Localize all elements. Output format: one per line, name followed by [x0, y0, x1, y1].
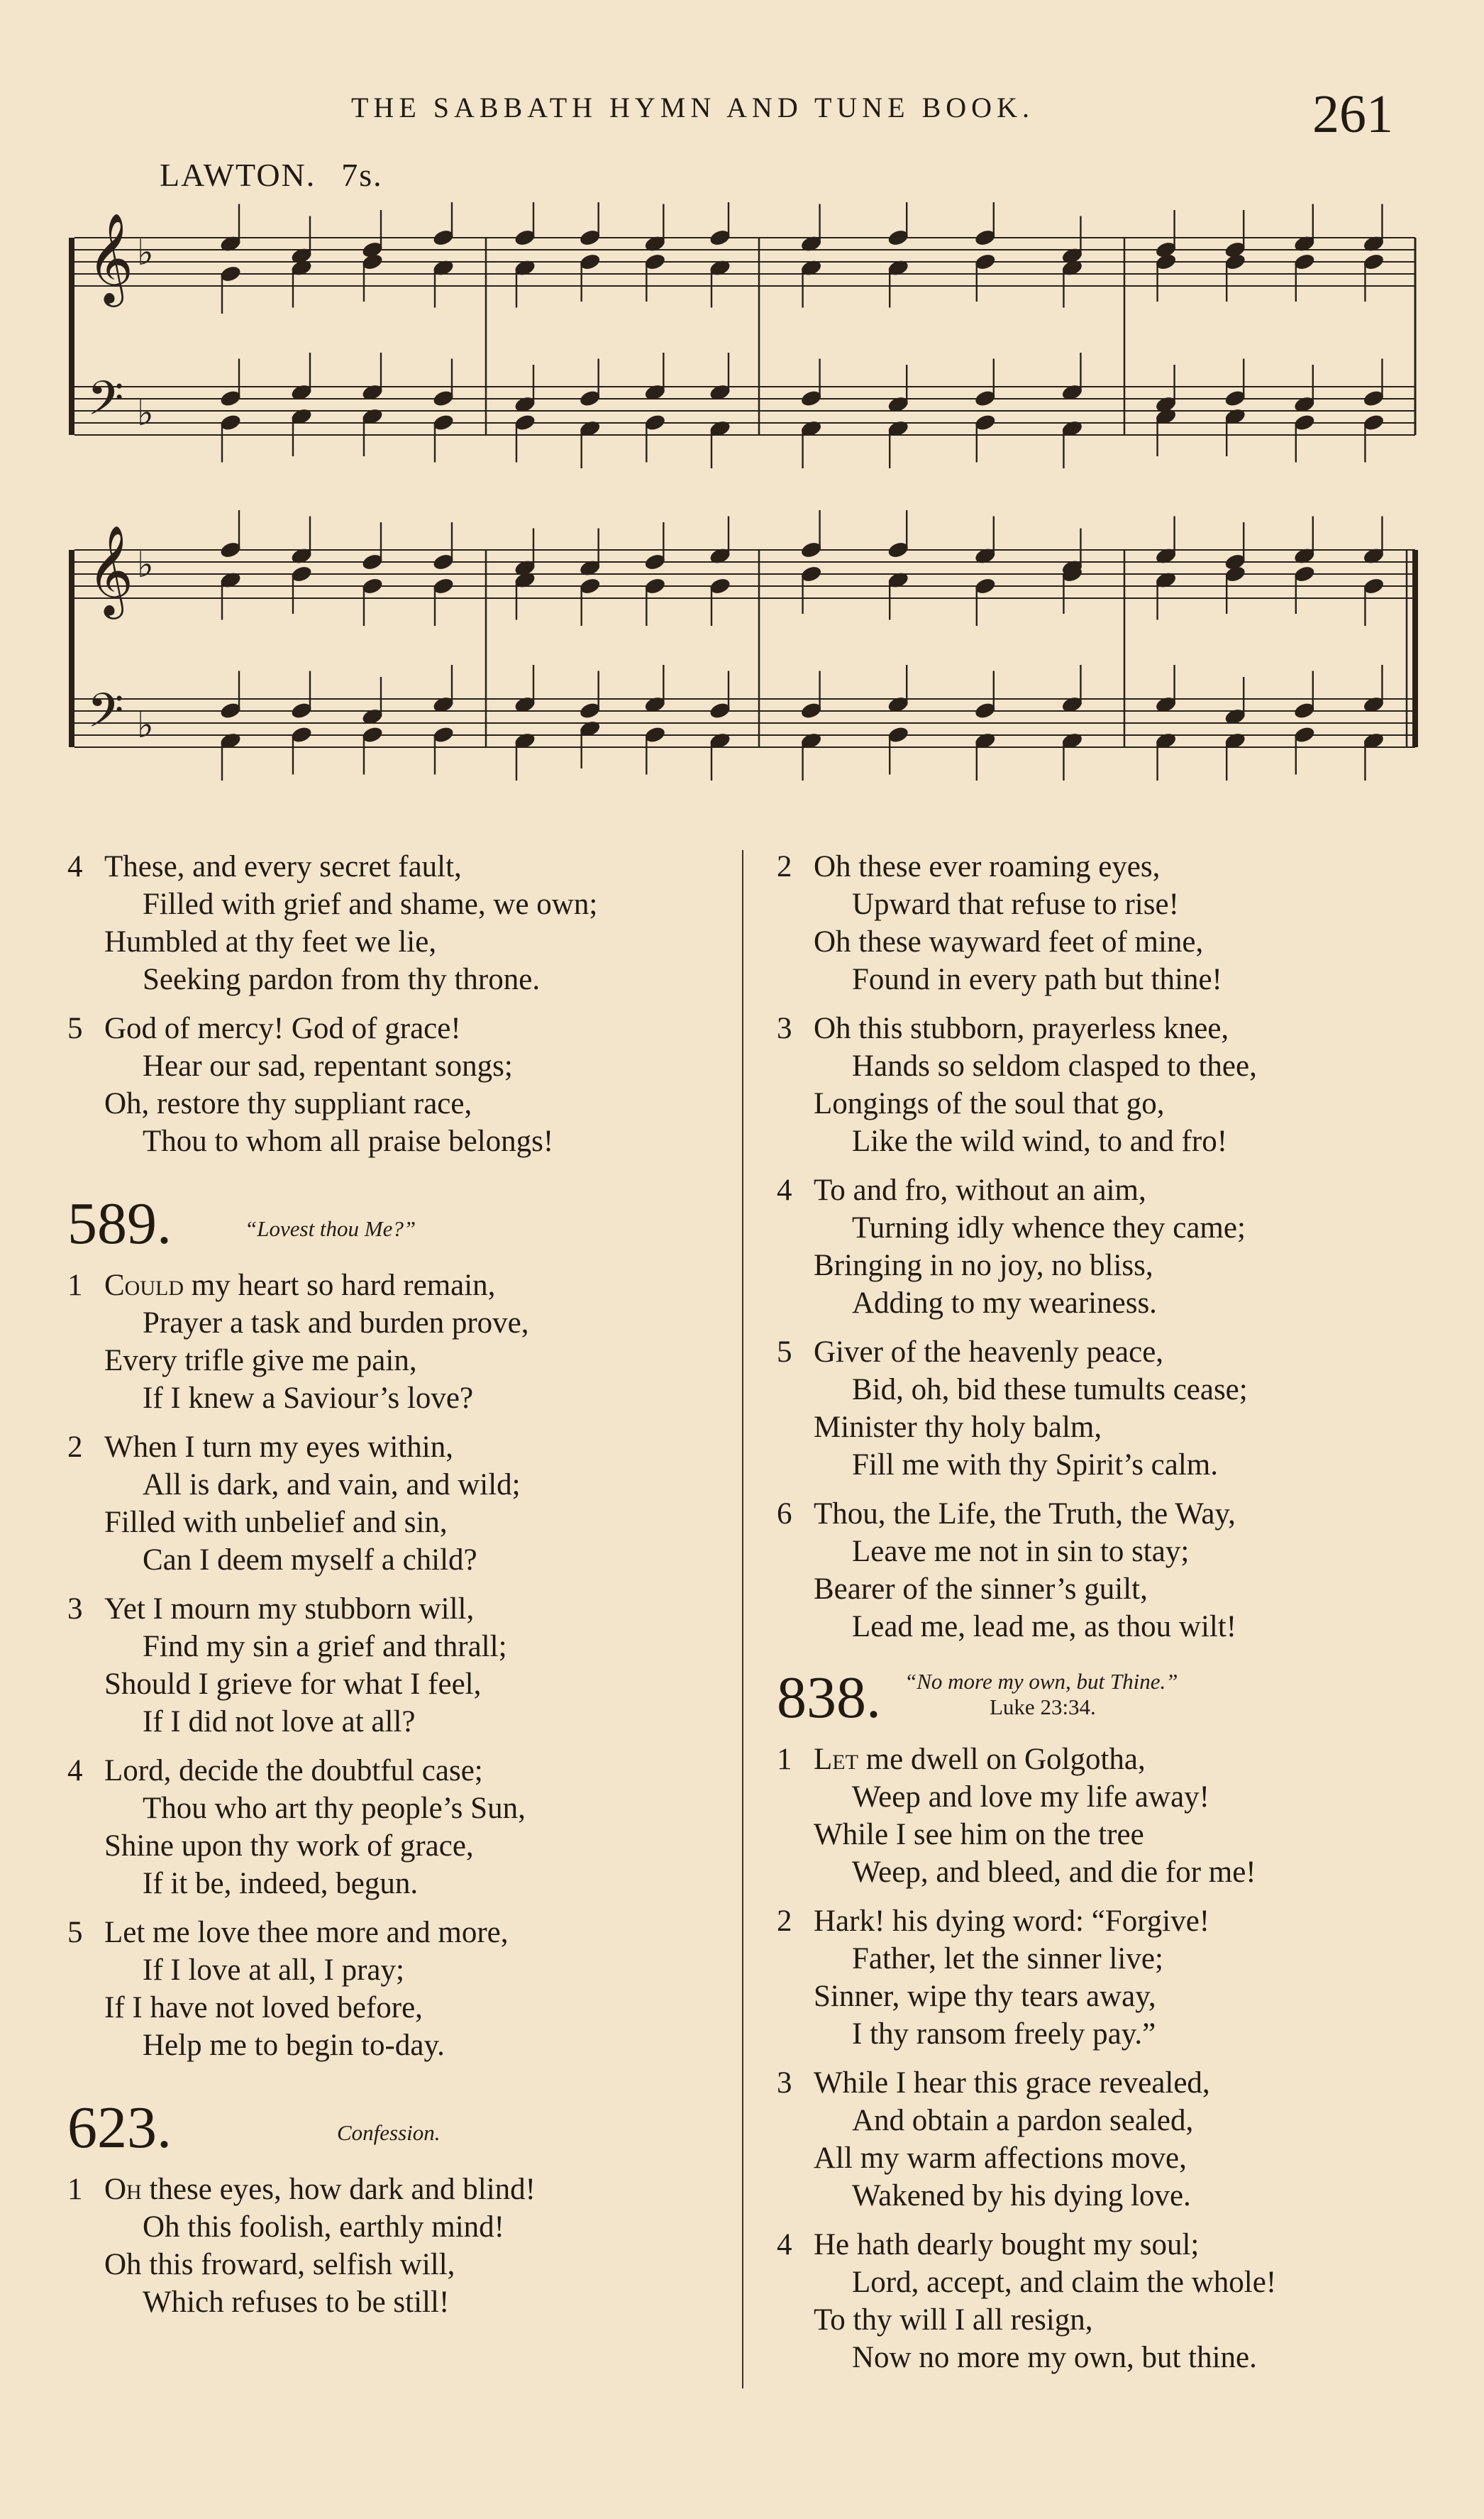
verse-line: [777, 1172, 1429, 1209]
verse-number: 1: [777, 1743, 792, 1776]
verse-line: [777, 848, 1429, 886]
verse-line: [777, 1940, 1429, 1978]
line-text: Minister thy holy balm,: [814, 1411, 1102, 1444]
line-text: Oh this froward, selfish will,: [104, 2248, 455, 2281]
verse-line: [67, 1752, 727, 1790]
line-text: Hear our sad, repentant songs;: [143, 1049, 513, 1083]
line-text: Humbled at thy feet we lie,: [104, 925, 437, 959]
line-text: Let me love thee more and more,: [104, 1916, 509, 1949]
verse-line: [777, 2264, 1429, 2301]
verse: [67, 1010, 727, 1160]
verse: [777, 1741, 1429, 1891]
verse: [777, 1172, 1429, 1322]
line-text: And obtain a pardon sealed,: [852, 2104, 1194, 2137]
verse-number: 3: [67, 1592, 83, 1626]
verse-line: [777, 961, 1429, 998]
verse-line: [777, 1741, 1429, 1778]
line-text: Hands so seldom clasped to thee,: [852, 1049, 1257, 1083]
verse-line: [67, 1865, 727, 1902]
verse-line: [67, 1379, 727, 1417]
verse-number: 2: [777, 850, 792, 883]
line-text: Can I deem myself a child?: [143, 1543, 477, 1577]
verse-line: [777, 2339, 1429, 2376]
verse-line: [67, 2246, 727, 2283]
verse-line: [67, 961, 727, 998]
verse-line: [67, 1504, 727, 1541]
verse-line: [777, 1247, 1429, 1284]
line-text: Wakened by his dying love.: [852, 2179, 1191, 2212]
verse: [67, 848, 727, 998]
verse-line: [777, 1446, 1429, 1484]
verse-line: [777, 1570, 1429, 1608]
page-number: 261: [1312, 84, 1393, 144]
running-head: [0, 84, 1484, 144]
verse-line: [67, 1790, 727, 1827]
verse-number: 1: [67, 2173, 83, 2206]
verse-line: [67, 1541, 727, 1579]
line-text: If I knew a Saviour’s love?: [143, 1382, 474, 1415]
verse-line: [777, 1853, 1429, 1891]
line-text: Thou to whom all praise belongs!: [143, 1125, 554, 1158]
verse-line: [67, 1428, 727, 1466]
verse-line: [67, 848, 727, 886]
line-text: Adding to my weariness.: [852, 1286, 1157, 1320]
treble-clef-icon: 𝄞: [87, 212, 134, 303]
verse-line: [67, 2171, 727, 2208]
verse-number: 5: [67, 1916, 83, 1949]
hymn-623-verses: [67, 2171, 727, 2321]
verse-line: [777, 1284, 1429, 1322]
verse-line: [67, 2208, 727, 2246]
right-column: [777, 848, 1429, 2388]
hymn-589-heading: [67, 1189, 727, 1267]
verse-line: [67, 1827, 727, 1865]
verse-line: [777, 2102, 1429, 2139]
line-text: Thou who art thy people’s Sun,: [143, 1792, 526, 1825]
verse-line: [777, 1333, 1429, 1371]
bass-clef-icon: 𝄢: [87, 683, 124, 749]
line-text: If I did not love at all?: [143, 1705, 416, 1738]
verse-line: [67, 886, 727, 923]
left-column: [67, 848, 727, 2332]
verse-line: [777, 1209, 1429, 1247]
verse-line: [777, 1371, 1429, 1409]
verse-line: [67, 1951, 727, 1989]
verse-line: [777, 1047, 1429, 1085]
verse: [67, 1428, 727, 1579]
flat-icon: ♭: [137, 392, 154, 434]
verse-line: [67, 1989, 727, 2027]
hymn-title: Confession.: [337, 2120, 441, 2145]
verse-line: [777, 1495, 1429, 1533]
line-text: If it be, indeed, begun.: [143, 1867, 419, 1900]
verse-line: [777, 1123, 1429, 1160]
line-text: Shine upon thy work of grace,: [104, 1829, 474, 1863]
line-text: Bringing in no joy, no bliss,: [814, 1249, 1153, 1282]
verse: [67, 2171, 727, 2321]
line-text: Prayer a task and burden prove,: [143, 1306, 529, 1340]
verse: [777, 1333, 1429, 1484]
line-text: Fill me with thy Spirit’s calm.: [852, 1448, 1218, 1482]
verse: [67, 1590, 727, 1741]
verse-line: [67, 1466, 727, 1504]
hymn-623-heading: [67, 2093, 727, 2171]
line-text: Should I grieve for what I feel,: [104, 1668, 482, 1701]
line-text: Oh these wayward feet of mine,: [814, 925, 1204, 959]
verse-line: [777, 1816, 1429, 1853]
first-word: Could: [104, 1269, 184, 1302]
line-text: Like the wild wind, to and fro!: [852, 1125, 1228, 1158]
verse-line: [777, 1978, 1429, 2015]
line-text: Yet I mourn my stubborn will,: [104, 1592, 475, 1626]
hymn-number: 589.: [67, 1191, 172, 1257]
verse-line: [67, 923, 727, 961]
verse-line: [67, 1304, 727, 1342]
line-text: Leave me not in sin to stay;: [852, 1535, 1190, 1568]
tune-heading: [160, 156, 383, 194]
column-divider: [742, 850, 743, 2388]
verse-number: 1: [67, 1269, 83, 1302]
treble-staff: [74, 524, 1415, 619]
verse-line: [777, 1778, 1429, 1816]
first-word: Oh: [104, 2173, 142, 2206]
verse-line: [777, 886, 1429, 923]
line-text: To and fro, without an aim,: [814, 1174, 1146, 1207]
verse: [777, 848, 1429, 998]
verse-line: [777, 1085, 1429, 1123]
line-text: Weep, and bleed, and die for me!: [852, 1856, 1256, 1889]
verse-line: [777, 2139, 1429, 2177]
line-text: He hath dearly bought my soul;: [814, 2228, 1200, 2261]
verse-number: 3: [777, 2066, 792, 2100]
line-text: Bid, oh, bid these tumults cease;: [852, 1373, 1248, 1406]
line-text: me dwell on Golgotha,: [865, 1743, 1146, 1776]
line-text: Filled with unbelief and sin,: [104, 1506, 448, 1539]
verse-line: [67, 2027, 727, 2064]
verse-line: [67, 1703, 727, 1741]
verse-number: 6: [777, 1497, 792, 1531]
line-text: Seeking pardon from thy throne.: [143, 963, 541, 996]
verse: [67, 1752, 727, 1902]
tune-name: LAWTON.: [160, 157, 316, 193]
line-text: All my warm affections move,: [814, 2142, 1187, 2175]
verse-number: 4: [777, 1174, 792, 1207]
line-text: Oh these ever roaming eyes,: [814, 850, 1161, 883]
flat-icon: ♭: [137, 232, 154, 273]
verse-line: [67, 1047, 727, 1085]
line-text: These, and every secret fault,: [104, 850, 462, 883]
verse-number: 4: [777, 2228, 792, 2261]
verse: [67, 1267, 727, 1417]
line-text: Lead me, lead me, as thou wilt!: [852, 1610, 1237, 1643]
verse-line: [777, 923, 1429, 961]
line-text: When I turn my eyes within,: [104, 1431, 454, 1464]
verse-line: [67, 1123, 727, 1160]
verse-line: [777, 1409, 1429, 1446]
verse-line: [67, 2283, 727, 2321]
line-text: Oh, restore thy suppliant race,: [104, 1087, 472, 1120]
verse-line: [777, 1902, 1429, 1940]
verse-number: 4: [67, 850, 83, 883]
line-text: To thy will I all resign,: [814, 2303, 1093, 2337]
hymn-reference: Luke 23:34.: [990, 1694, 1096, 1719]
verse: [777, 1010, 1429, 1160]
verse-line: [777, 2015, 1429, 2053]
hymn-838-heading: [777, 1663, 1429, 1741]
line-text: God of mercy! God of grace!: [104, 1012, 461, 1045]
line-text: Sinner, wipe thy tears away,: [814, 1980, 1156, 2013]
hymn-title: “No more my own, but Thine.”: [904, 1669, 1178, 1694]
line-text: Thou, the Life, the Truth, the Way,: [814, 1497, 1236, 1531]
treble-clef-icon: 𝄞: [87, 524, 134, 615]
line-text: Giver of the heavenly peace,: [814, 1335, 1164, 1369]
line-text: Oh this stubborn, prayerless knee,: [814, 1012, 1229, 1045]
verse: [777, 1495, 1429, 1646]
verse-number: 5: [777, 1335, 792, 1369]
line-text: Which refuses to be still!: [143, 2286, 450, 2319]
score-system-2: [72, 510, 1415, 781]
verse-line: [67, 1342, 727, 1379]
line-text: Now no more my own, but thine.: [852, 2341, 1257, 2374]
verse: [777, 2226, 1429, 2376]
verse-line: [777, 1608, 1429, 1646]
line-text: Oh this foolish, earthly mind!: [143, 2210, 504, 2244]
hymn-title: “Lovest thou Me?”: [245, 1216, 416, 1241]
line-text: Found in every path but thine!: [852, 963, 1222, 996]
line-text: While I see him on the tree: [814, 1818, 1144, 1851]
line-text: Every trifle give me pain,: [104, 1344, 417, 1377]
line-text: Lord, decide the doubtful case;: [104, 1754, 483, 1787]
flat-icon: ♭: [137, 544, 154, 585]
music-score: [67, 202, 1422, 812]
line-text: Weep and love my life away!: [852, 1780, 1209, 1814]
line-text: All is dark, and vain, and wild;: [143, 1468, 521, 1501]
line-text: my heart so hard remain,: [191, 1269, 496, 1302]
hymn-number: 623.: [67, 2095, 172, 2161]
verse-line: [67, 1628, 727, 1665]
flat-icon: ♭: [137, 705, 154, 746]
running-title: THE SABBATH HYMN AND TUNE BOOK.: [351, 92, 1034, 123]
verse-line: [777, 2177, 1429, 2215]
verse-line: [67, 1665, 727, 1703]
verse-line: [67, 1590, 727, 1628]
verse-line: [777, 2226, 1429, 2264]
verse-line: [67, 1085, 727, 1123]
continued-hymn-verses: [67, 848, 727, 1160]
hymn-number: 838.: [777, 1665, 881, 1731]
line-text: If I love at all, I pray;: [143, 1953, 404, 1987]
line-text: Upward that refuse to rise!: [852, 888, 1179, 921]
verse-line: [777, 2064, 1429, 2102]
verse: [777, 1902, 1429, 2053]
verse-line: [777, 1010, 1429, 1047]
hymn-589-verses: [67, 1267, 727, 2064]
line-text: these eyes, how dark and blind!: [149, 2173, 536, 2206]
line-text: Longings of the soul that go,: [814, 1087, 1165, 1120]
line-text: Find my sin a grief and thrall;: [143, 1630, 507, 1663]
line-text: If I have not loved before,: [104, 1991, 423, 2024]
line-text: Help me to begin to-day.: [143, 2029, 445, 2062]
verse-number: 2: [777, 1905, 792, 1938]
verse-number: 3: [777, 1012, 792, 1045]
verse-line: [777, 2301, 1429, 2339]
bass-staff: [74, 683, 1415, 749]
bass-clef-icon: 𝄢: [87, 371, 124, 437]
bass-staff: [74, 371, 1415, 437]
verse-number: 4: [67, 1754, 83, 1787]
line-text: Filled with grief and shame, we own;: [143, 888, 598, 921]
hymn-838-verses: [777, 1741, 1429, 2376]
verse-line: [67, 1267, 727, 1304]
score-system-1: [72, 202, 1415, 468]
verse-number: 5: [67, 1012, 83, 1045]
treble-staff: [74, 212, 1415, 307]
verse: [67, 1914, 727, 2064]
line-text: Father, let the sinner live;: [852, 1942, 1163, 1975]
verse-line: [67, 1914, 727, 1951]
verse-number: 2: [67, 1431, 83, 1464]
tune-meter: 7s.: [341, 157, 383, 193]
first-word: Let: [814, 1743, 858, 1776]
line-text: Hark! his dying word: “Forgive!: [814, 1905, 1210, 1938]
line-text: Bearer of the sinner’s guilt,: [814, 1572, 1148, 1606]
line-text: Turning idly whence they came;: [852, 1211, 1246, 1245]
verse-line: [777, 1533, 1429, 1570]
line-text: Lord, accept, and claim the whole!: [852, 2266, 1277, 2299]
verse: [777, 2064, 1429, 2215]
continued-hymn-verses: [777, 848, 1429, 1646]
verse-line: [67, 1010, 727, 1047]
line-text: While I hear this grace revealed,: [814, 2066, 1210, 2100]
line-text: I thy ransom freely pay.”: [852, 2017, 1156, 2051]
